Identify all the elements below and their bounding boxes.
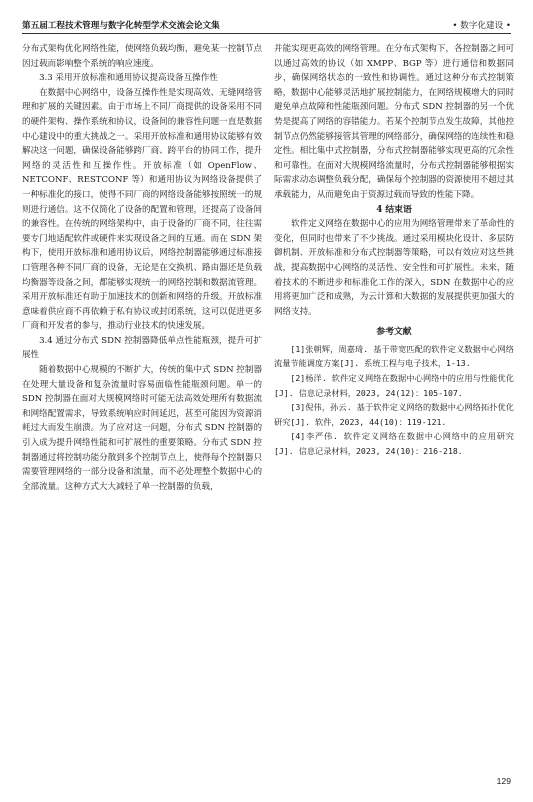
section-heading-4: 4 结束语 <box>376 204 412 215</box>
section-heading-3-4: 3.4 通过分布式 SDN 控制器降低单点性能瓶颈，提升可扩展性 <box>22 335 262 361</box>
paragraph: 随着数据中心规模的不断扩大，传统的集中式 SDN 控制器在处理大量设备和复杂流量时容易面临性能瓶颈问题。单一的 SDN 控制器在面对大规模网络时可能无法高效处理所有数据流和网络配置需求，导致系统响应时间延迟，甚至可能因为资源消耗过大而发生崩溃。为了应对这一问题，分布式 SDN 控制器的引入成为提升网络性能和可扩展性的重要策略。分布式 SDN 控制器通过将控制功能分散到多个控制节点上，使得每个控制器只需要管理网络的一部分设备和流量，而不必处理整个数据中心的全部流量。这种方式大大减轻了单一控制器的负载， <box>22 365 262 492</box>
section-label: • 数字化建设 • <box>452 21 511 31</box>
paragraph: 在数据中心网络中，设备互操作性是实现高效、无缝网络管理和扩展的关键因素。由于市场上不同厂商提供的设备采用不同的硬件架构、操作系统和协议，设备间的兼容性问题一直是数据中心建设中的重大挑战之一。采用开放标准和通用协议能够有效解决这一问题，确保设备能够跨厂商、跨平台的协同工作，提升网络的灵活性和互操作性。开放标准（如 OpenFlow、NETCONF、RESTCONF 等）和通用协议为网络设备提供了一种标准化的接口，使得不同厂商的网络设备能够按照统一的规则进行通信。这不仅简化了设备的配置和管理，还提高了设备间的兼容性。在传统的网络架构中，由于设备的厂商不同，往往需要专门地适配软件或硬件来实现设备之间的互通。而在 SDN 架构下，使用开放标准和通用协议后，网络控制器能够通过标准接口管理各种不同厂商的设备，无论是在交换机、路由器还是负载均衡器等设备之间，都能够实现统一的网络控制和数据流管理。采用开放标准还有助于加速技术的创新和网络的升级。开放标准意味着供应商不再依赖于私有协议或封闭系统，这可以促进更多厂商和开发者的参与，推动行业技术的快速发展。 <box>22 87 262 332</box>
running-header <box>22 12 511 34</box>
right-column <box>274 42 514 459</box>
paragraph: 并能实现更高效的网络管理。在分布式架构下，各控制器之间可以通过高效的协议（如 XMPP、BGP 等）进行通信和数据同步，确保网络状态的一致性和协调性。通过这种分布式控制策略，数据中心能够灵活地扩展控制能力，在网络规模增大的同时避免单点故障和性能瓶颈问题。分布式 SDN 控制器的另一个优势是提高了网络的容错能力。若某个控制节点发生故障，其他控制节点仍然能够接管其管理的网络部分，确保网络的连续性和稳定性。相比集中式控制器，分布式控制器能够实现更高的冗余性和可靠性。在面对大规模网络流量时，分布式控制器能够根据实际需求动态调整负载分配，确保每个控制器的资源使用不超过其承载能力，从而避免由于资源过载而导致的性能下降。 <box>274 44 514 200</box>
reference-item: [1]张朝辉，周嘉琦. 基于带宽匹配的软件定义数据中心网络流量节能调度方案[J]. 系统工程与电子技术，1-13. <box>274 343 514 369</box>
left-column <box>22 42 262 494</box>
reference-item: [4]李严伟. 软件定义网络在数据中心网络中的应用研究[J]. 信息记录材料，2023, 24(10)：216-218. <box>274 431 514 457</box>
paragraph: 软件定义网络在数据中心的应用为网络管理带来了革命性的变化，但同时也带来了不少挑战。通过采用模块化设计、多层防御机制、开放标准和分布式控制器等策略，可以有效应对这些挑战，提高数据中心网络的灵活性、安全性和可扩展性。未来，随着技术的不断进步和标准化工作的深入，SDN 在数据中心的应用将更加广泛和成熟，为云计算和大数据的发展提供更加强大的网络支持。 <box>274 219 514 317</box>
references-title: 参考文献 <box>376 327 412 338</box>
section-heading-3-3: 3.3 采用开放标准和通用协议提高设备互操作性 <box>39 73 218 84</box>
paragraph: 分布式架构优化网络性能，使网络负载均衡，避免某一控制节点因过载而影响整个系统的响应速度。 <box>22 44 262 69</box>
reference-item: [3]倪伟，孙云. 基于软件定义网络的数据中心网络拓扑优化研究[J]. 软件，2023, 44(10)：119-121. <box>274 402 514 427</box>
page-number: 129 <box>496 776 511 786</box>
references <box>274 325 514 458</box>
reference-item: [2]杨洋. 软件定义网络在数据中心网络中的应用与性能优化[J]. 信息记录材料，2023, 24(12)：105-107. <box>274 373 514 398</box>
journal-title: 第五届工程技术管理与数字化转型学术交流会论文集 <box>22 21 220 31</box>
